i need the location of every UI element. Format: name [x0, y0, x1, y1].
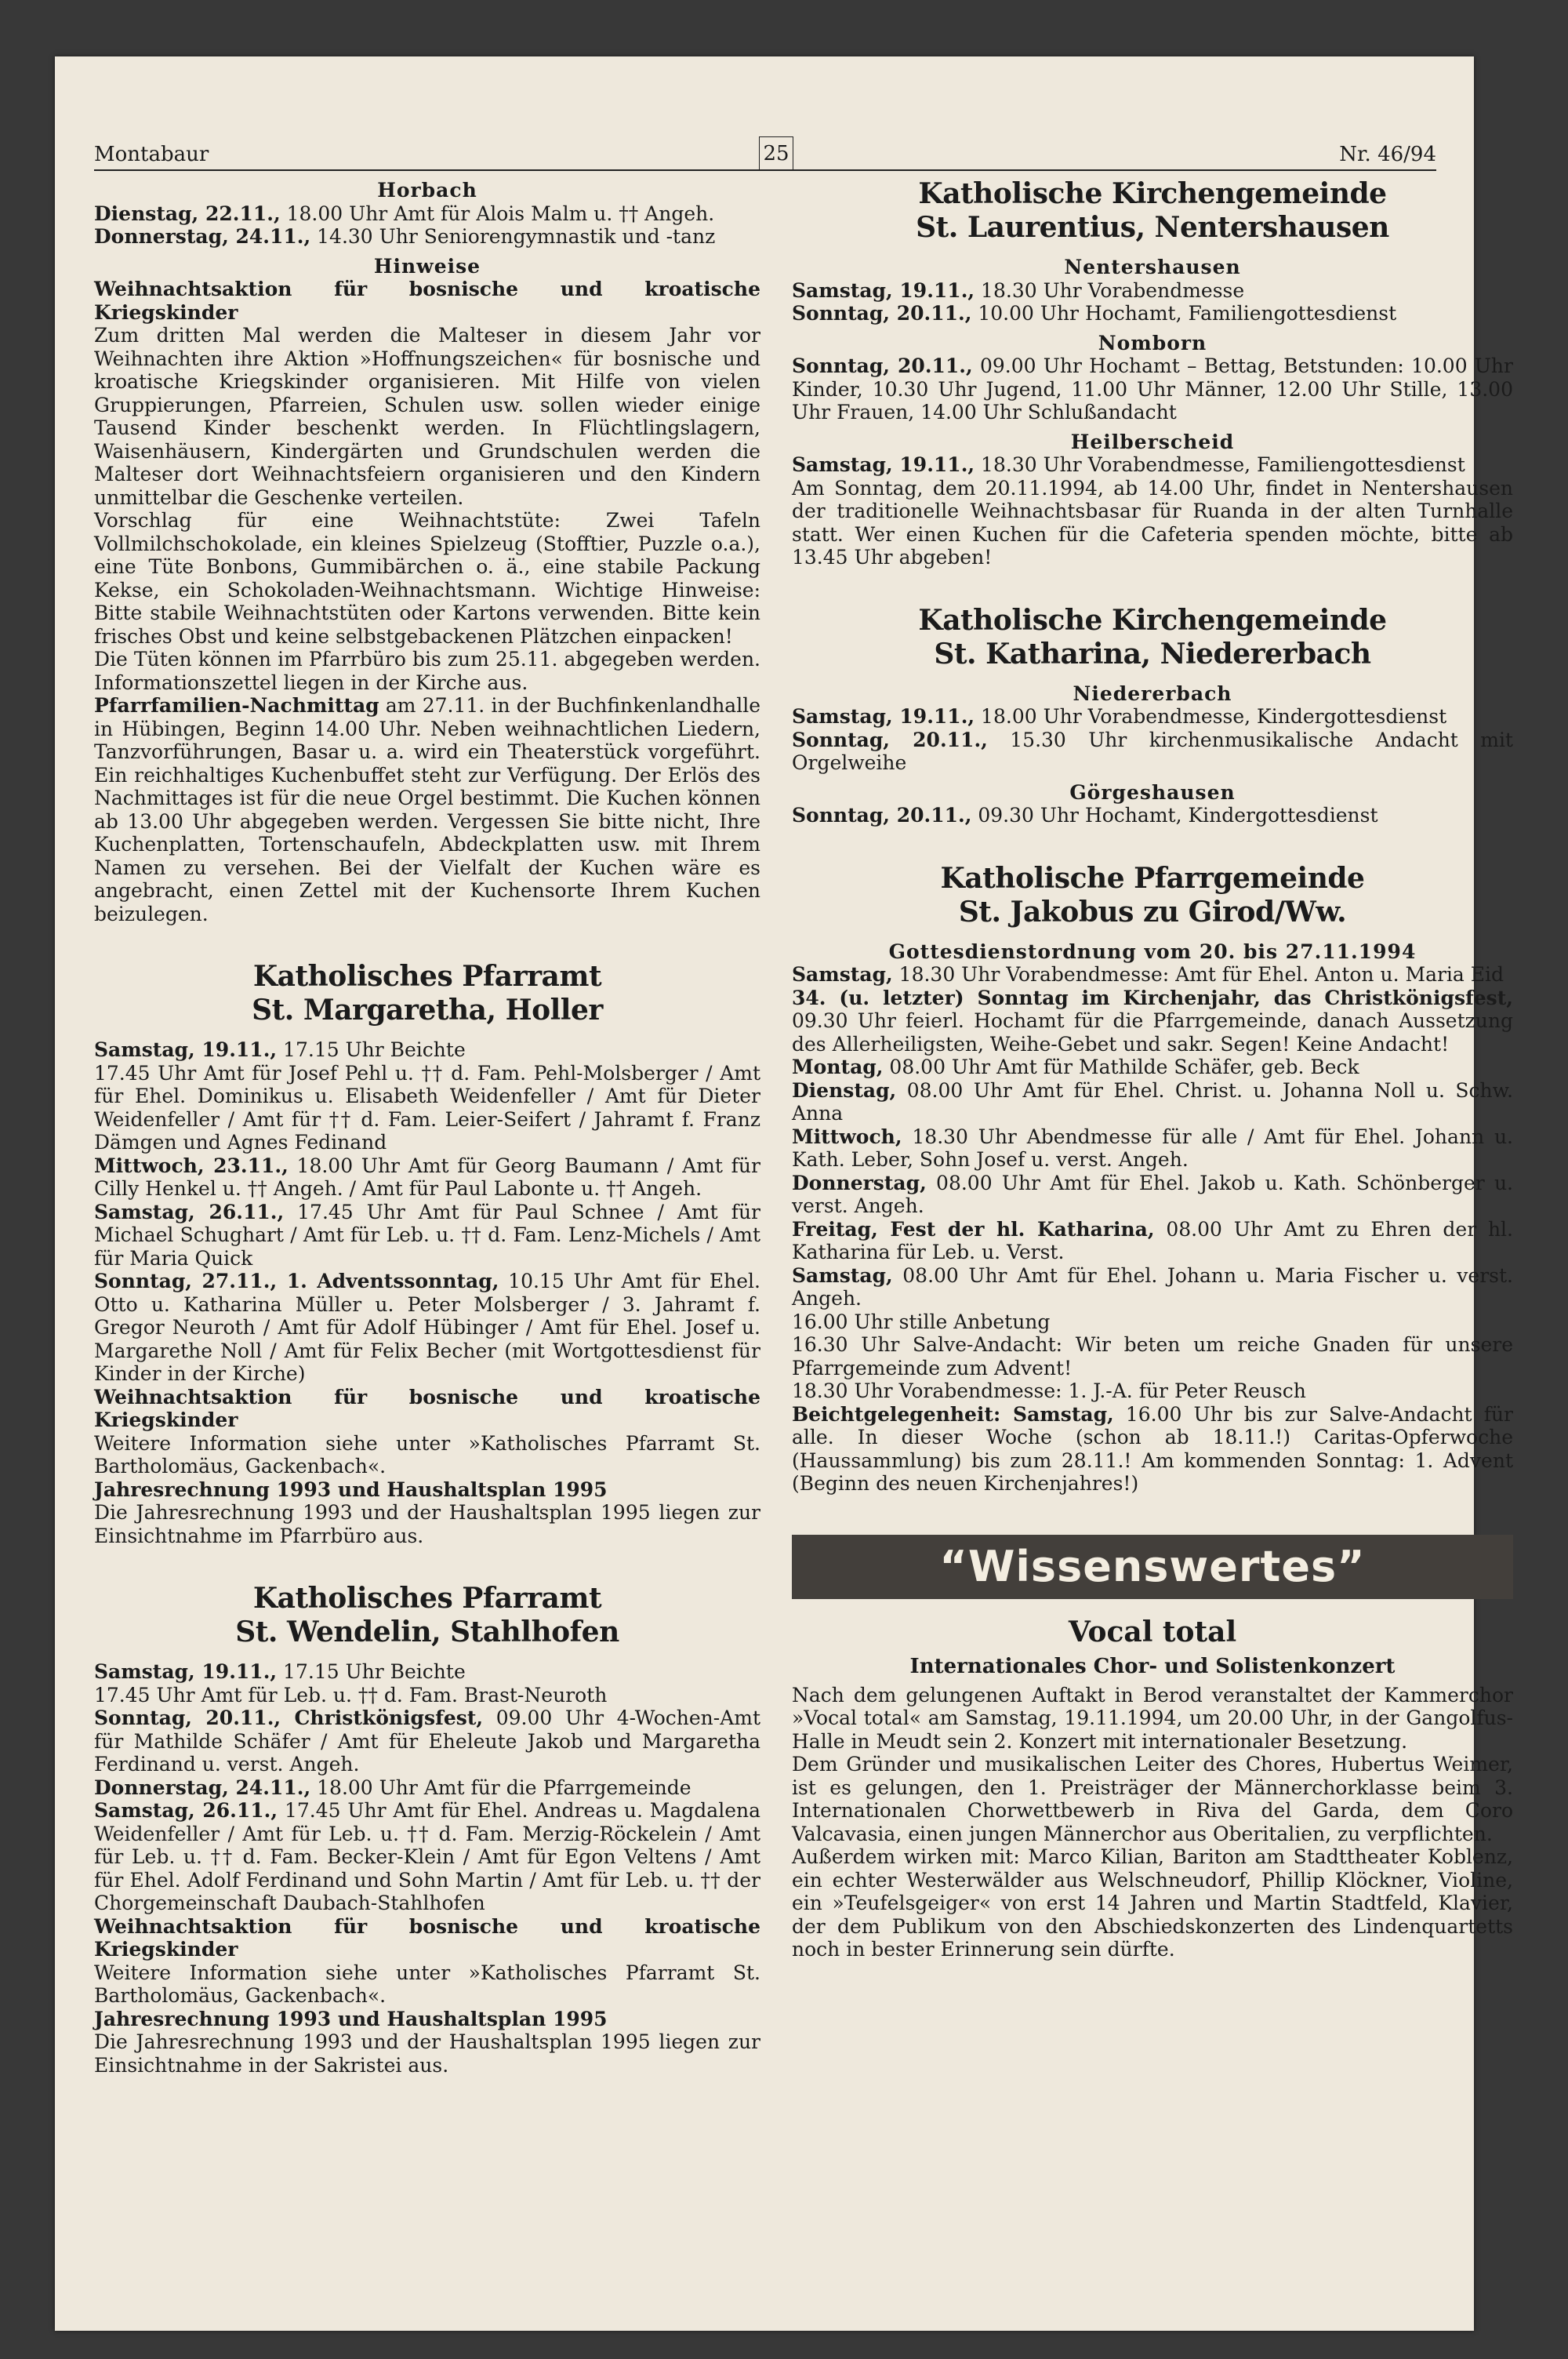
- entry: Samstag, 19.11., 17.15 Uhr Beichte: [94, 1038, 466, 1061]
- paragraph: Außerdem wirken mit: Marco Kilian, Bariton am Stadttheater Koblenz, ein echter Westerwälder aus Welschneudorf, Phillip Klöckner, Violine, ein »Teufelsgeiger« von erst 14 Jahren und Martin Stadtfeld, Klavier, der dem Publikum von den Abschiedskonzerten des Lindenquartetts noch in bester Erinnerung sein dürfte.: [792, 1845, 1513, 1961]
- entry: Samstag, 19.11., 18.30 Uhr Vorabendmesse: [792, 278, 1245, 302]
- section-nentershausen: [792, 177, 1513, 569]
- entry: 17.45 Uhr Amt für Josef Pehl u. †† d. Fam. Pehl-Molsberger / Amt für Ehel. Dominikus u. Elisabeth Weidenfeller / Amt für Dieter Weidenfeller / Amt für †† d. Fam. Leier-Seifert / Jahramt f. Franz Dämgen und Agnes Fedinand: [94, 1061, 760, 1154]
- right-column: [792, 174, 1513, 1961]
- entry: Samstag, 19.11., 18.30 Uhr Vorabendmesse, Familiengottesdienst: [792, 453, 1465, 476]
- entry: Donnerstag, 08.00 Uhr Amt für Ehel. Jakob u. Kath. Schönberger u. verst. Angeh.: [792, 1171, 1513, 1217]
- section-girod: [792, 862, 1513, 1496]
- entry: Sonntag, 20.11., 15.30 Uhr kirchenmusikalische Andacht mit Orgelweihe: [792, 728, 1513, 774]
- subheading-location: Heilberscheid: [1070, 430, 1235, 453]
- entry: 17.45 Uhr Amt für Leb. u. †† d. Fam. Brast-Neuroth: [94, 1683, 608, 1707]
- paragraph: Die Jahresrechnung 1993 und der Haushaltsplan 1995 liegen zur Einsichtnahme im Pfarrbüro aus.: [94, 1501, 760, 1547]
- section-stahlhofen: [94, 1582, 760, 2077]
- entry: 18.30 Uhr Vorabendmesse: 1. J.-A. für Peter Reusch: [792, 1379, 1306, 1402]
- entry: Sonntag, 20.11., 10.00 Uhr Hochamt, Familiengottesdienst: [792, 302, 1397, 325]
- heading-weihnachtsaktion: Weihnachtsaktion für bosnische und kroatische Kriegskinder: [94, 278, 760, 324]
- paragraph: Nach dem gelungenen Auftakt in Berod veranstaltet der Kammerchor »Vocal total« am Samstag, 19.11.1994, um 20.00 Uhr, in der Gangolfus-Halle in Meudt sein 2. Konzert mit internationaler Besetzung.: [792, 1683, 1513, 1753]
- paragraph: Zum dritten Mal werden die Malteser in diesem Jahr vor Weihnachten ihre Aktion »Hoffnungszeichen« für bosnische und kroatische Kriegskinder organisieren. Mit Hilfe von vielen Gruppierungen, Pfarreien, Schulen usw. sollen wieder einige Tausend Kinder beschenkt werden. In Flüchtlingslagern, Waisenhäusern, Kindergärten und Grundschulen werden die Malteser dort Weihnachtsfeiern organisieren und den Kindern unmittelbar die Geschenke verteilen.: [94, 324, 760, 509]
- section-title-holler: Katholisches Pfarramt St. Margaretha, Holler: [252, 960, 603, 1027]
- entry: Freitag, Fest der hl. Katharina, 08.00 Uhr Amt zu Ehren der hl. Katharina für Leb. u. Verst.: [792, 1217, 1513, 1263]
- entry: Mittwoch, 18.30 Uhr Abendmesse für alle / Amt für Ehel. Johann u. Kath. Leber, Sohn Josef u. verst. Angeh.: [792, 1125, 1513, 1171]
- entry: 16.30 Uhr Salve-Andacht: Wir beten um reiche Gnaden für unsere Pfarrgemeinde zum Advent!: [792, 1333, 1513, 1379]
- article-title: Vocal total: [1068, 1615, 1237, 1648]
- entry: Sonntag, 27.11., 1. Adventssonntag, 10.15 Uhr Amt für Ehel. Otto u. Katharina Müller u. Peter Molsberger / 3. Jahramt f. Gregor Neuroth / Amt für Adolf Hübinger / Amt für Ehel. Josef u. Margarethe Noll / Amt für Felix Becher (mit Wortgottesdienst für Kinder in der Kirche): [94, 1270, 760, 1385]
- entry: Sonntag, 20.11., Christkönigsfest, 09.00 Uhr 4-Wochen-Amt für Mathilde Schäfer / Amt für Eheleute Jakob und Margaretha Ferdinand u. verst. Angeh.: [94, 1707, 761, 1776]
- page-number-box: 25: [759, 136, 793, 171]
- entry: Samstag, 08.00 Uhr Amt für Ehel. Johann u. Maria Fischer u. verst. Angeh.: [792, 1263, 1513, 1310]
- newspaper-page: [55, 56, 1513, 2331]
- left-column: [94, 174, 760, 2077]
- entry: Mittwoch, 23.11., 18.00 Uhr Amt für Georg Baumann / Amt für Cilly Henkel u. †† Angeh. / Amt für Paul Labonte u. †† Angeh.: [94, 1154, 760, 1200]
- entry: Samstag, 19.11., 17.15 Uhr Beichte: [94, 1660, 466, 1683]
- entry: Samstag, 26.11., 17.45 Uhr Amt für Paul Schnee / Amt für Michael Schughart / Amt für Leb. u. †† d. Fam. Lenz-Michels / Amt für Maria Quick: [94, 1200, 760, 1270]
- section-title-nentershausen: Katholische Kirchengemeinde St. Laurentius, Nentershausen: [916, 177, 1389, 244]
- heading-jahresrechnung: Jahresrechnung 1993 und Haushaltsplan 1995: [94, 1478, 608, 1501]
- entry: Sonntag, 20.11., 09.00 Uhr Hochamt – Bettag, Betstunden: 10.00 Uhr Kinder, 10.30 Uhr Jugend, 11.00 Uhr Männer, 12.00 Uhr Stille, 13.00 Uhr Frauen, 14.00 Uhr Schlußandacht: [792, 354, 1513, 423]
- subheading-location: Niedererbach: [1073, 682, 1232, 705]
- entry: 16.00 Uhr stille Anbetung: [792, 1310, 1051, 1333]
- paragraph-nachmittag: Pfarrfamilien-Nachmittag am 27.11. in der Buchfinkenlandhalle in Hübingen, Beginn 14.00 Uhr. Neben weihnachtlichen Liedern, Tanzvorführungen, Basar u. a. wird ein Theaterstück vorgeführt. Ein reichhaltiges Kuchenbuffet steht zur Verfügung. Der Erlös des Nachmittages ist für die neue Orgel bestimmt. Die Kuchen können ab 13.00 Uhr abgegeben werden. Vergessen Sie bitte nicht, Ihre Kuchenplatten, Tortenschaufeln, Abdeckplatten usw. mit Ihrem Namen zu versehen. Bei der Vielfalt der Kuchen wäre es angebracht, einen Zettel mit der Kuchensorte Ihrem Kuchen beizulegen.: [94, 694, 760, 925]
- subheading-gottesdienstordnung: Gottesdienstordnung vom 20. bis 27.11.1994: [888, 940, 1417, 963]
- section-hinweise: [94, 255, 760, 926]
- entry: Montag, 08.00 Uhr Amt für Mathilde Schäfer, geb. Beck: [792, 1056, 1359, 1078]
- header-town: Montabaur: [94, 143, 209, 166]
- heading-weihnachtsaktion: Weihnachtsaktion für bosnische und kroatische Kriegskinder: [94, 1914, 760, 1961]
- entry: Donnerstag, 24.11., 18.00 Uhr Amt für die Pfarrgemeinde: [94, 1776, 691, 1799]
- entry: Dienstag, 22.11., 18.00 Uhr Amt für Alois Malm u. †† Angeh.: [94, 202, 715, 225]
- paragraph: Weitere Information siehe unter »Katholisches Pfarramt St. Bartholomäus, Gackenbach«.: [94, 1961, 760, 2007]
- paragraph: Weitere Information siehe unter »Katholisches Pfarramt St. Bartholomäus, Gackenbach«.: [94, 1431, 760, 1478]
- article-subtitle: Internationales Chor- und Solistenkonzert: [909, 1654, 1396, 1678]
- entry: Sonntag, 20.11., 09.30 Uhr Hochamt, Kindergottesdienst: [792, 804, 1378, 827]
- entry: Samstag, 19.11., 18.00 Uhr Vorabendmesse, Kindergottesdienst: [792, 705, 1447, 728]
- paragraph: Die Jahresrechnung 1993 und der Haushaltsplan 1995 liegen zur Einsichtnahme in der Sakristei aus.: [94, 2030, 760, 2077]
- paragraph: Vorschlag für eine Weihnachtstüte: Zwei Tafeln Vollmilchschokolade, ein kleines Spielzeug (Stofftier, Puzzle o.a.), eine Tüte Bonbons, Gummibärchen o. ä., eine stabile Packung Kekse, ein Schokoladen-Weihnachtsmann. Wichtige Hinweise: Bitte stabile Weihnachtstüten oder Kartons verwenden. Bitte kein frisches Obst und keine selbstgebackenen Plätzchen einpacken!: [94, 509, 760, 648]
- subheading-hinweise: Hinweise: [373, 254, 481, 278]
- section-horbach: [94, 179, 760, 249]
- entry: Beichtgelegenheit: Samstag, 16.00 Uhr bis zur Salve-Andacht für alle. In dieser Woche (schon ab 18.11.!) Caritas-Opferwoche (Haussammlung) bis zum 28.11.! Am kommenden Sonntag: 1. Advent (Beginn des neuen Kirchenjahres!): [792, 1402, 1513, 1495]
- paragraph: Dem Gründer und musikalischen Leiter des Chores, Hubertus Weimer, ist es gelungen, den 1. Preisträger der Männerchorklasse beim 3. Internationalen Chorwettbewerb in Riva del Garda, dem Coro Valcavasia, einen jungen Männerchor aus Oberitalien, zu verpflichten.: [792, 1753, 1513, 1845]
- wissenswertes-banner: “Wissenswertes”: [792, 1535, 1513, 1599]
- subheading-location: Görgeshausen: [1069, 780, 1236, 804]
- header-rule: [94, 169, 1436, 171]
- entry: Donnerstag, 24.11., 14.30 Uhr Seniorengymnastik und -tanz: [94, 225, 716, 248]
- section-title-girod: Katholische Pfarrgemeinde St. Jakobus zu Girod/Ww.: [940, 861, 1365, 929]
- heading-jahresrechnung: Jahresrechnung 1993 und Haushaltsplan 1995: [94, 2007, 608, 2030]
- issue-number: Nr. 46/94: [1339, 143, 1436, 166]
- section-holler: [94, 960, 760, 1547]
- section-niedererbach: [792, 604, 1513, 827]
- entry: Samstag, 18.30 Uhr Vorabendmesse: Amt für Ehel. Anton u. Maria Eid: [792, 963, 1504, 986]
- entry: Samstag, 26.11., 17.45 Uhr Amt für Ehel. Andreas u. Magdalena Weidenfeller / Amt für Leb. u. †† d. Fam. Merzig-Röckelein / Amt für Leb. u. †† d. Fam. Becker-Klein / Amt für Egon Veltens / Amt für Ehel. Adolf Ferdinand und Sohn Martin / Amt für Leb. u. †† der Chorgemeinschaft Daubach-Stahlhofen: [94, 1799, 760, 1914]
- section-title-stahlhofen: Katholisches Pfarramt St. Wendelin, Stahlhofen: [235, 1582, 619, 1648]
- paragraph: Die Tüten können im Pfarrbüro bis zum 25.11. abgegeben werden. Informationszettel liegen in der Kirche aus.: [94, 648, 760, 694]
- subheading-horbach: Horbach: [377, 179, 477, 202]
- entry: Dienstag, 08.00 Uhr Amt für Ehel. Christ. u. Johanna Noll u. Schw. Anna: [792, 1078, 1513, 1125]
- entry: 34. (u. letzter) Sonntag im Kirchenjahr, das Christkönigsfest, 09.30 Uhr feierl. Hochamt für die Pfarrgemeinde, danach Aussetzung des Allerheiligsten, Weihe-Gebet und sakr. Segen! Keine Andacht!: [792, 986, 1513, 1056]
- page-header: [94, 135, 1436, 171]
- paragraph: Am Sonntag, dem 20.11.1994, ab 14.00 Uhr, findet in Nentershausen der traditionelle Weihnachtsbasar für Ruanda in der alten Turnhalle statt. Wer einen Kuchen für die Cafeteria spenden möchte, bitte ab 13.45 Uhr abgeben!: [792, 476, 1513, 569]
- subheading-location: Nomborn: [1098, 331, 1207, 354]
- heading-weihnachtsaktion: Weihnachtsaktion für bosnische und kroatische Kriegskinder: [94, 1385, 760, 1431]
- subheading-location: Nentershausen: [1064, 256, 1241, 278]
- section-title-niedererbach: Katholische Kirchengemeinde St. Katharina, Niedererbach: [918, 603, 1387, 671]
- section-wissenswertes: [792, 1535, 1513, 1961]
